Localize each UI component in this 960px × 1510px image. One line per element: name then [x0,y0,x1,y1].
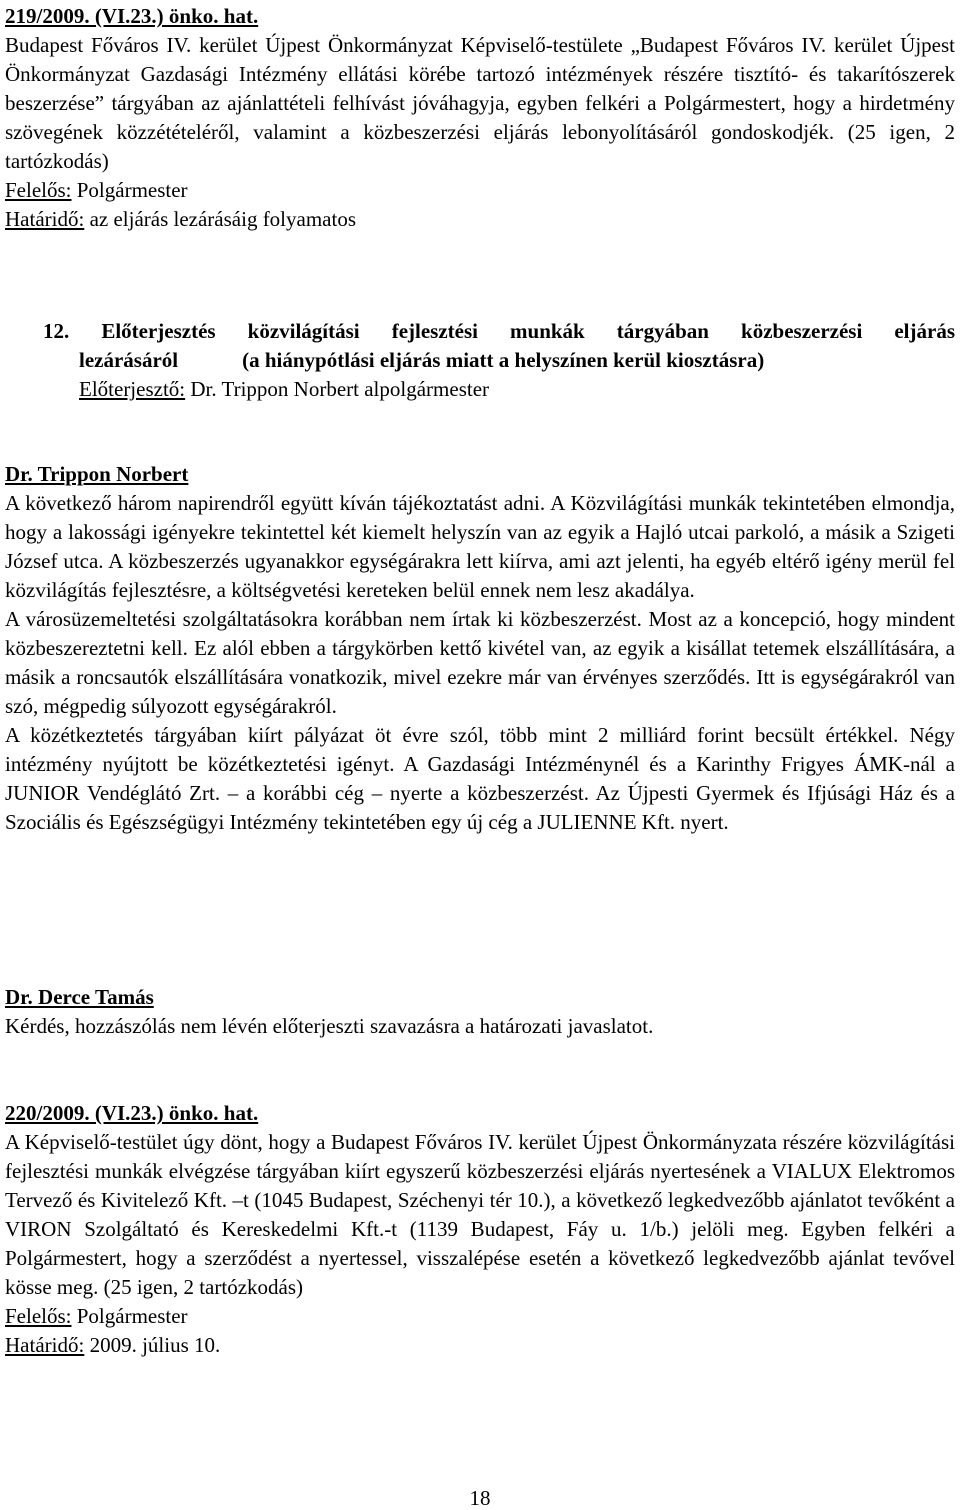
agenda-number: 12. [43,319,70,343]
deadline-label: Határidő: [5,207,85,231]
agenda-title: Előterjesztés közvilágítási fejlesztési munkák tárgyában közbeszerzési eljárás [101,319,956,343]
resolution-text: Budapest Főváros IV. kerület Újpest Önkormányzat Képviselő-testülete „Budapest Főváros IV. kerület Újpest Önkormányzat Gazdasági Intézmény ellátási körébe tartozó intézmények részére tisztító- és takarítószerek beszerzése” tárgyában az ajánlattételi felhívást jóváhagyja, egyben felkéri a Polgármestert, hogy a hirdetmény szövegének közzétételéről, valamint a közbeszerzési eljárás lebonyolításáról gondoskodjék. (25 igen, 2 tartózkodás) [5,33,955,173]
resolution-219 [5,2,955,234]
speech-trippon [5,460,955,837]
resolution-220 [5,1099,955,1360]
agenda-item-12 [43,317,955,404]
agenda-title-part: lezárásáról [79,348,179,372]
responsible-value: Polgármester [71,1304,188,1328]
deadline-label: Határidő: [5,1333,85,1357]
responsible-label: Felelős: [5,1304,72,1328]
deadline-value: 2009. július 10. [84,1333,221,1357]
responsible-line [5,176,955,205]
speech-paragraph: A városüzemeltetési szolgáltatásokra korábban nem írtak ki közbeszerzést. Most az a koncepció, hogy mindent közbeszereztetni kell. Ez alól ebben a tárgykörben kettő kivétel van, az egyik a kisállat tetemek elszállítására, a másik a roncsautók elszállítására vonatkozik, mivel ezekre már van érvényes szerződés. Itt is egységárakról van szó, mégpedig súlyozott egységárakról. [5,607,955,718]
agenda-title-line2 [43,346,955,375]
speaker-name: Dr. Trippon Norbert [5,462,189,486]
presenter-value: Dr. Trippon Norbert alpolgármester [185,377,490,401]
deadline-line [5,205,955,234]
presenter-line [43,375,955,404]
resolution-number: 219/2009. (VI.23.) önko. hat. [5,4,259,28]
deadline-line [5,1331,955,1360]
speech-paragraph: Kérdés, hozzászólás nem lévén előterjeszti szavazásra a határozati javaslatot. [5,1014,654,1038]
speaker-name: Dr. Derce Tamás [5,985,154,1009]
responsible-value: Polgármester [71,178,188,202]
responsible-line [5,1302,955,1331]
deadline-value: az eljárás lezárásáig folyamatos [84,207,356,231]
speech-derce [5,983,955,1041]
agenda-title-note: (a hiánypótlási eljárás miatt a helyszínen kerül kiosztásra) [242,348,765,372]
resolution-number: 220/2009. (VI.23.) önko. hat. [5,1101,259,1125]
resolution-text: A Képviselő-testület úgy dönt, hogy a Budapest Főváros IV. kerület Újpest Önkormányzata részére közvilágítási fejlesztési munkák elvégzése tárgyában kiírt egyszerű közbeszerzési eljárás nyertesének a VIALUX Elektromos Tervező és Kivitelező Kft. –t (1045 Budapest, Széchenyi tér 10.), a következő legkedvezőbb ajánlatot tevőként a VIRON Szolgáltató és Kereskedelmi Kft.-t (1139 Budapest, Fáy u. 1/b.) jelöli meg. Egyben felkéri a Polgármestert, hogy a szerződést a nyertessel, visszalépése esetén a következő legkedvezőbb ajánlat tevővel kösse meg. (25 igen, 2 tartózkodás) [5,1130,955,1299]
speech-paragraph: A közétkeztetés tárgyában kiírt pályázat öt évre szól, több mint 2 milliárd forint becsült értékkel. Négy intézmény nyújtott be közétkeztetési igényt. A Gazdasági Intézménynél és a Karinthy Frigyes ÁMK-nál a JUNIOR Vendéglátó Zrt. – a korábbi cég – nyerte a közbeszerzést. Az Újpesti Gyermek és Ifjúsági Ház és a Szociális és Egészségügyi Intézmény tekintetében egy új cég a JULIENNE Kft. nyert. [5,723,955,834]
responsible-label: Felelős: [5,178,72,202]
agenda-title-line1 [43,317,955,346]
presenter-label: Előterjesztő: [79,377,186,401]
page-number: 18 [469,1486,491,1510]
speech-paragraph: A következő három napirendről együtt kíván tájékoztatást adni. A Közvilágítási munkák tekintetében elmondja, hogy a lakossági igényekre tekintettel két kiemelt helyszín van az egyik a Hajló utcai parkoló, a másik a Szigeti József utca. A közbeszerzés ugyanakkor egységárakra lett kiírva, ami azt jelenti, ha egyéb eltérő igény merül fel közvilágítás fejlesztésre, a költségvetési kereteken belül ennek nem lesz akadálya. [5,491,955,602]
